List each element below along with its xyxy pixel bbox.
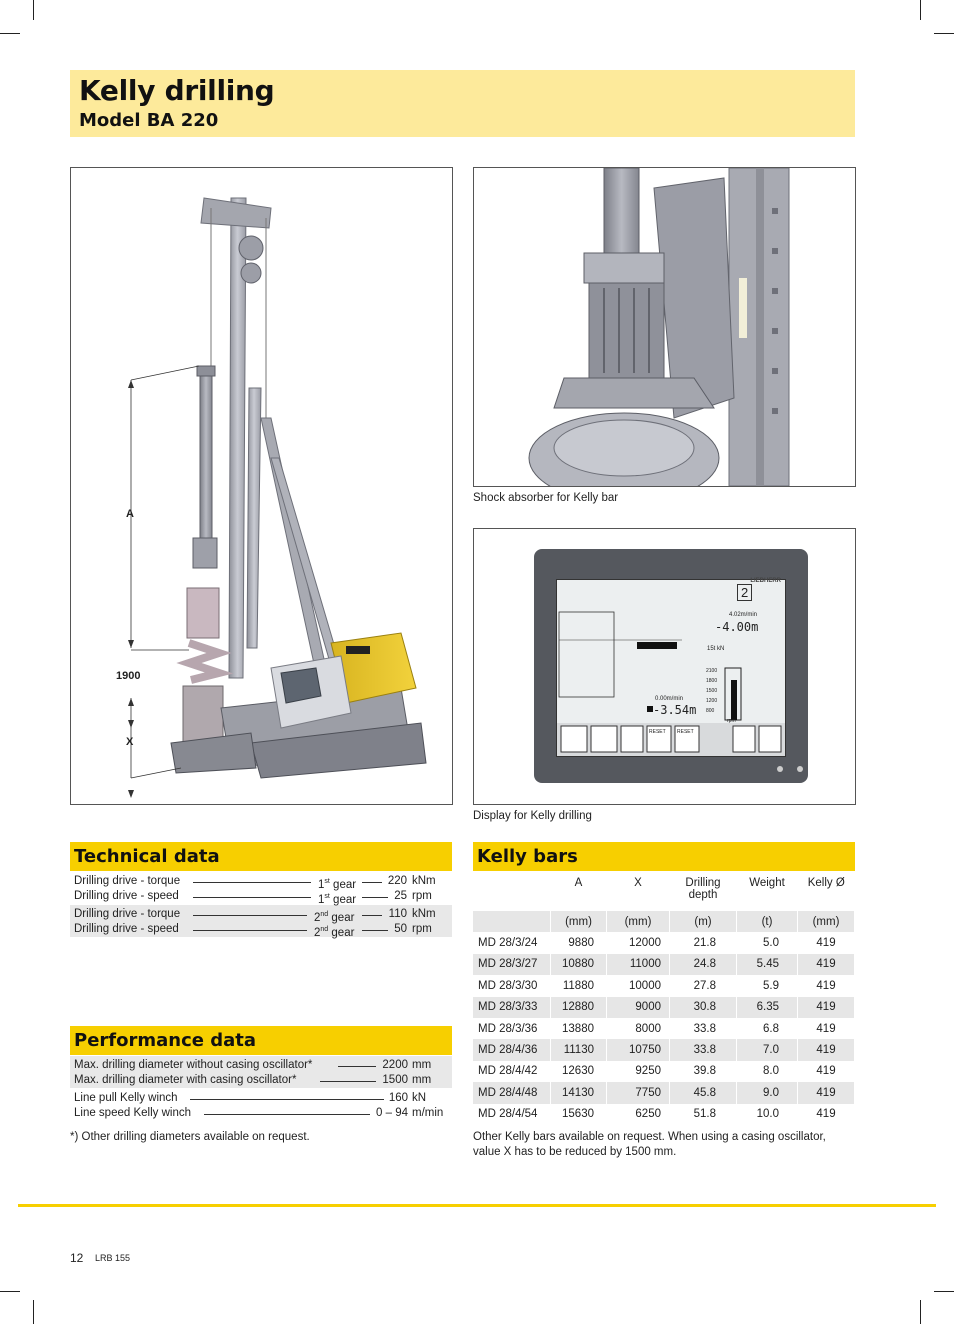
performance-row [70,1106,452,1121]
technical-gear: 2nd gear [314,926,355,939]
performance-unit: mm [412,1074,432,1086]
performance-label: Line speed Kelly winch [74,1107,191,1119]
display-speed-bottom: 0.00m/min [655,696,684,702]
display-screen [556,579,786,757]
technical-unit: rpm [412,890,432,902]
table-row: MD 28/3/30 11880 10000 27.8 5.9 419 [473,975,855,996]
display-brand: LIEBHERR [750,578,781,584]
table-header-cell: Drilling depth [670,872,737,911]
display-caption: Display for Kelly drilling [473,810,592,822]
page-subtitle: Model BA 220 [79,110,219,131]
performance-unit: kN [412,1092,427,1104]
table-unit-cell: (t) [737,911,798,932]
table-unit-cell: (m) [670,911,737,932]
table-unit-cell: (mm) [551,911,607,932]
performance-label: Max. drilling diameter with casing oscillator* [74,1074,297,1086]
performance-value: 0 – 94 [376,1107,408,1119]
display-depth-bottom: -3.54m [653,703,697,717]
performance-value: 1500 [382,1074,408,1086]
display-reset-1[interactable]: RESET [649,729,666,735]
technical-row [70,889,452,904]
technical-gear: 2nd gear [314,911,355,924]
display-figure [473,528,856,805]
display-gear: 2 [737,584,752,601]
performance-unit: mm [412,1059,432,1071]
crop-mark [934,1291,954,1292]
technical-unit: rpm [412,923,432,935]
display-reset-2[interactable]: RESET [677,729,694,735]
dimension-label-x: X [126,736,134,748]
technical-label: Drilling drive - speed [74,923,179,935]
crop-mark [920,1300,921,1324]
crop-mark [33,1300,34,1324]
technical-label: Drilling drive - speed [74,890,179,902]
table-row: MD 28/4/48 14130 7750 45.8 9.0 419 [473,1082,855,1103]
table-header-cell [473,872,551,911]
crop-mark [0,1291,20,1292]
table-header-cell: A [551,872,607,911]
display-rpm-800: 800 [706,708,715,714]
performance-label: Line pull Kelly winch [74,1092,178,1104]
table-header-row [473,872,855,911]
crop-mark [33,0,34,20]
crop-mark [920,0,921,20]
table-header-cell: Weight [737,872,798,911]
drilling-rig-illustration [71,168,452,804]
page-number: 12 [70,1251,84,1265]
display-force: 15t kN [707,646,725,652]
footer-rule [18,1204,936,1207]
table-row: MD 28/4/54 15630 6250 51.8 10.0 419 [473,1104,855,1125]
shock-absorber-figure [473,167,856,487]
page-title: Kelly drilling [79,74,275,107]
technical-value: 110 [388,908,407,920]
table-header-cell: Kelly Ø [807,877,845,889]
document-code: LRB 155 [95,1253,131,1263]
technical-data-heading [70,842,452,871]
kelly-bars-heading [473,842,855,871]
table-row: MD 28/3/24 9880 12000 21.8 5.0 419 [473,932,855,953]
technical-value: 220 [387,875,407,887]
table-unit-cell: (mm) [607,911,670,932]
kelly-bars-footnote: Other Kelly bars available on request. When using a casing oscillator, value X has to be reduced by 1500 mm. [473,1131,826,1158]
performance-unit: m/min [412,1107,444,1119]
performance-row [70,1073,452,1088]
technical-row [70,874,452,889]
crop-mark [0,33,20,34]
table-units-row [473,911,855,932]
technical-value: 25 [394,890,407,902]
table-row: MD 28/4/36 11130 10750 33.8 7.0 419 [473,1039,855,1060]
technical-data-title: Technical data [74,846,220,867]
shock-absorber-illustration [474,168,855,486]
display-rpm-1800: 1800 [706,678,718,684]
performance-footnote: *) Other drilling diameters available on request. [70,1131,310,1143]
display-speed-top: 4.02m/min [729,612,758,618]
performance-value: 160 [388,1092,408,1104]
technical-label: Drilling drive - torque [74,908,181,920]
machine-figure [70,167,453,805]
dimension-label-a: A [126,508,134,520]
display-depth-top: -4.00m [715,620,759,634]
display-knob [777,766,783,772]
technical-gear: 1st gear [318,893,357,906]
technical-unit: kNm [412,908,436,920]
display-rpm-1200: 1200 [706,698,718,704]
performance-row [70,1058,452,1073]
performance-data-title: Performance data [74,1030,256,1051]
technical-row [70,922,452,937]
table-row: MD 28/3/27 10880 11000 24.8 5.45 419 [473,954,855,975]
display-graphics [557,580,785,756]
table-unit-cell: (mm) [798,911,855,932]
technical-unit: kNm [412,875,436,887]
display-knob [797,766,803,772]
technical-label: Drilling drive - torque [74,875,181,887]
table-row: MD 28/3/33 12880 9000 30.8 6.35 419 [473,997,855,1018]
performance-data-heading [70,1026,452,1055]
dimension-label-1900: 1900 [116,670,141,682]
performance-row [70,1091,452,1106]
display-rpm-unit: rpm [727,718,736,724]
kelly-bars-table [473,872,855,1125]
performance-value: 2200 [382,1059,408,1071]
technical-row [70,907,452,922]
performance-label: Max. drilling diameter without casing oscillator* [74,1059,313,1071]
display-rpm-2100: 2100 [706,668,718,674]
table-row: MD 28/3/36 13880 8000 33.8 6.8 419 [473,1018,855,1039]
table-row: MD 28/4/42 12630 9250 39.8 8.0 419 [473,1061,855,1082]
kelly-bars-title: Kelly bars [477,846,578,867]
crop-mark [934,33,954,34]
page-header [70,70,855,137]
shock-absorber-caption: Shock absorber for Kelly bar [473,492,619,504]
technical-gear: 1st gear [318,878,357,891]
technical-value: 50 [394,923,407,935]
display-rpm-1500: 1500 [706,688,718,694]
table-unit-cell [473,911,551,932]
table-header-cell: X [607,872,670,911]
